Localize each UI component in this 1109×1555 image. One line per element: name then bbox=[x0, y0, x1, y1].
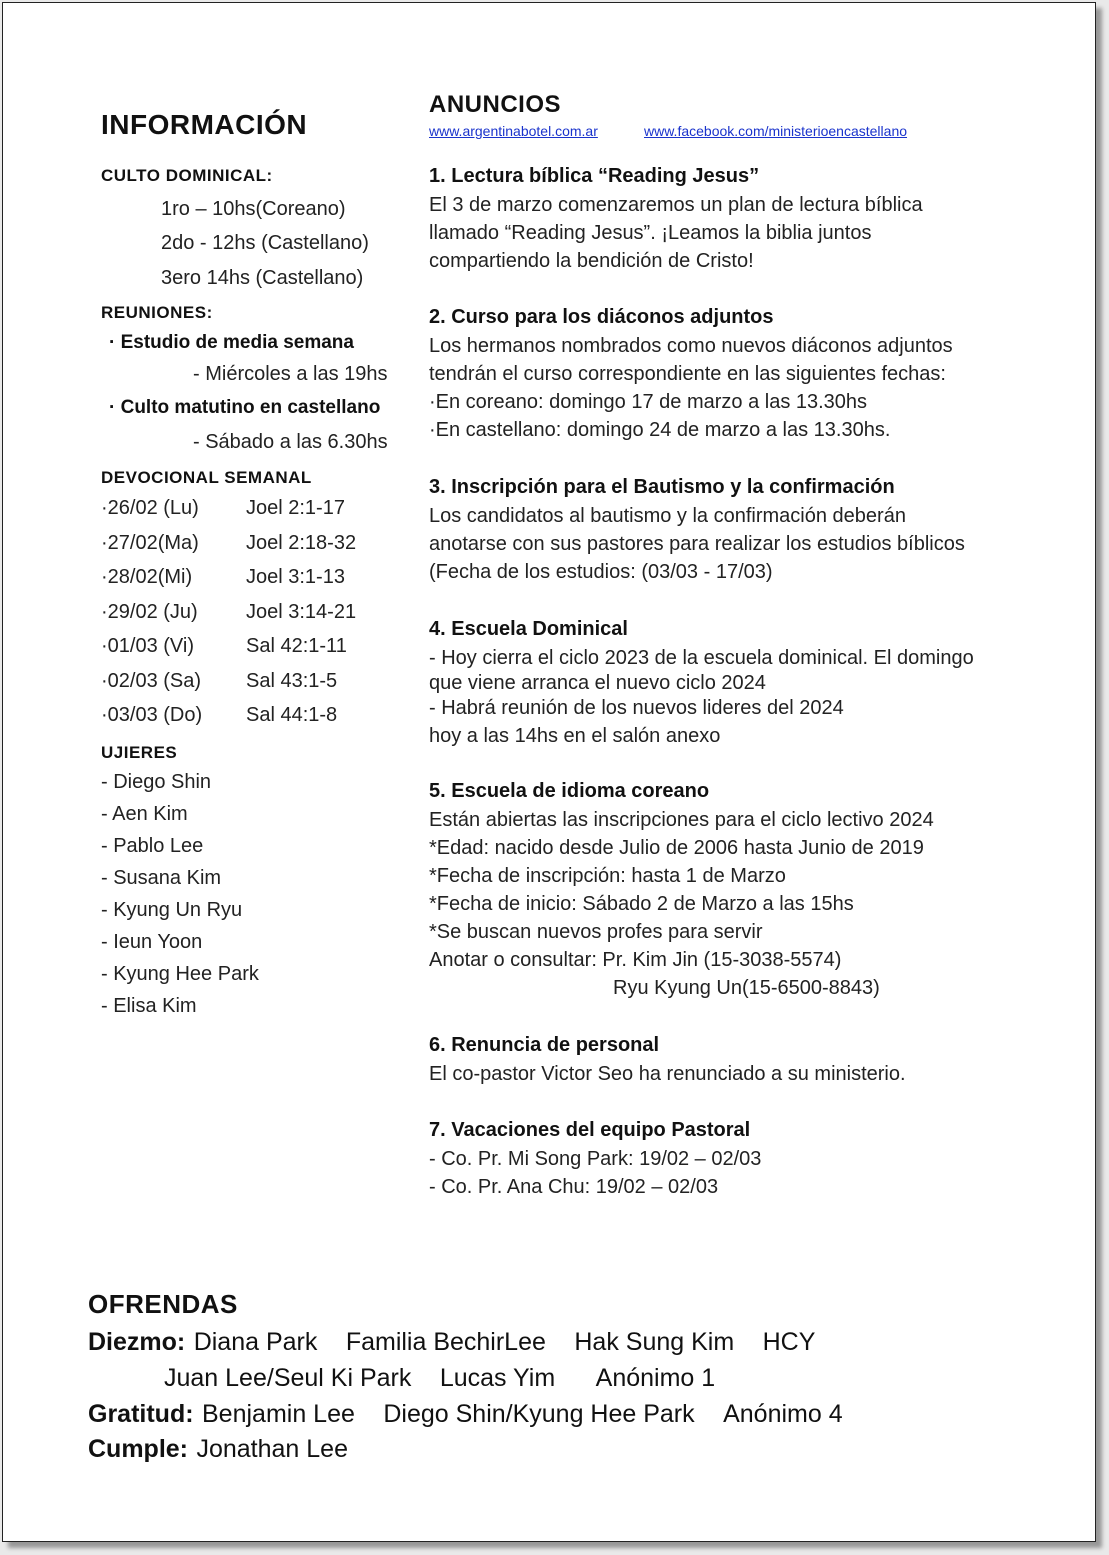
anuncios-title: ANUNCIOS bbox=[429, 91, 562, 118]
devocional-heading: DEVOCIONAL SEMANAL bbox=[101, 468, 312, 487]
culto-line-3: 3ero 14hs (Castellano) bbox=[161, 267, 364, 289]
anuncio-section-7 bbox=[429, 1115, 761, 1201]
diezmo-name: Juan Lee/Seul Ki Park bbox=[164, 1364, 412, 1392]
anuncio-line: - Hoy cierra el ciclo 2023 de la escuela dominical. El domingo bbox=[429, 647, 974, 669]
website-link[interactable]: www.argentinabotel.com.ar bbox=[429, 123, 598, 139]
diezmo-name: Diana Park bbox=[193, 1328, 318, 1356]
ofrendas-gratitud-row bbox=[88, 1400, 843, 1434]
anuncio-line: Ryu Kyung Un(15-6500-8843) bbox=[613, 977, 880, 999]
devocional-date: ·27/02(Ma) bbox=[101, 531, 199, 554]
devocional-ref: Sal 44:1-8 bbox=[246, 704, 338, 726]
cumple-name: Jonathan Lee bbox=[196, 1435, 348, 1463]
ujieres-list bbox=[101, 771, 259, 1027]
anuncio-line: Los candidatos al bautismo y la confirmación deberán bbox=[429, 505, 906, 527]
diezmo-name: Hak Sung Kim bbox=[574, 1328, 735, 1356]
devocional-row bbox=[101, 704, 411, 739]
anuncio-line: anotarse con sus pastores para realizar los estudios bíblicos bbox=[429, 533, 965, 555]
anuncio-line: ·En coreano: domingo 17 de marzo a las 13.30hs bbox=[429, 391, 868, 413]
diezmo-label: Diezmo: bbox=[88, 1328, 186, 1356]
facebook-link[interactable]: www.facebook.com/ministerioencastellano bbox=[644, 123, 908, 139]
devocional-row bbox=[101, 635, 411, 670]
devocional-row bbox=[101, 566, 411, 601]
ujier-name: - Pablo Lee bbox=[101, 835, 204, 857]
devocional-ref: Joel 2:18-32 bbox=[246, 531, 357, 554]
culto-line-2: 2do - 12hs (Castellano) bbox=[161, 232, 369, 254]
anuncio-line: (Fecha de los estudios: (03/03 - 17/03) bbox=[429, 561, 773, 583]
anuncio-title: 5. Escuela de idioma coreano bbox=[429, 780, 710, 802]
devocional-row bbox=[101, 670, 411, 705]
anuncio-line: llamado “Reading Jesus”. ¡Leamos la biblia juntos bbox=[429, 222, 872, 244]
anuncio-section-6 bbox=[429, 1030, 906, 1088]
bulletin-page bbox=[2, 2, 1096, 1542]
devocional-ref: Sal 43:1-5 bbox=[246, 669, 338, 692]
anuncio-line: ·En castellano: domingo 24 de marzo a las 13.30hs. bbox=[429, 419, 891, 441]
devocional-date: ·26/02 (Lu) bbox=[101, 497, 199, 519]
devocional-ref: Joel 2:1-17 bbox=[246, 497, 345, 519]
anuncio-line: que viene arranca el nuevo ciclo 2024 bbox=[429, 672, 766, 694]
ofrendas-title: OFRENDAS bbox=[88, 1289, 238, 1319]
anuncio-line: Anotar o consultar: Pr. Kim Jin (15-3038-5574) bbox=[429, 949, 842, 971]
devocional-ref: Joel 3:1-13 bbox=[246, 566, 345, 588]
devocional-date: ·29/02 (Ju) bbox=[101, 600, 198, 623]
culto-line-1: 1ro – 10hs(Coreano) bbox=[161, 198, 346, 220]
gratitud-name: Anónimo 4 bbox=[723, 1400, 843, 1428]
anuncio-line: *Fecha de inicio: Sábado 2 de Marzo a las 15hs bbox=[429, 893, 854, 915]
anuncio-title: 1. Lectura bíblica “Reading Jesus” bbox=[429, 165, 760, 187]
devocional-row bbox=[101, 601, 411, 636]
reunion-1-when: - Miércoles a las 19hs bbox=[193, 363, 388, 385]
anuncio-line: El co-pastor Victor Seo ha renunciado a su ministerio. bbox=[429, 1063, 906, 1085]
gratitud-label: Gratitud: bbox=[88, 1400, 194, 1428]
ujier-name: - Aen Kim bbox=[101, 803, 188, 825]
ujier-name: - Kyung Hee Park bbox=[101, 963, 259, 985]
diezmo-name: Anónimo 1 bbox=[595, 1364, 716, 1392]
anuncio-section-1 bbox=[429, 161, 923, 275]
devocional-row bbox=[101, 497, 411, 532]
anuncio-line: Los hermanos nombrados como nuevos diáconos adjuntos bbox=[429, 335, 953, 357]
diezmo-name: HCY bbox=[762, 1328, 816, 1356]
ujier-name: - Susana Kim bbox=[101, 867, 222, 889]
reunion-2-name: · Culto matutino en castellano bbox=[109, 397, 381, 418]
anuncio-line: - Co. Pr. Mi Song Park: 19/02 – 02/03 bbox=[429, 1148, 762, 1170]
devocional-ref: Joel 3:14-21 bbox=[246, 600, 357, 623]
devocional-date: ·28/02(Mi) bbox=[101, 566, 193, 588]
anuncio-line: - Habrá reunión de los nuevos lideres del 2024 bbox=[429, 697, 844, 719]
ujier-name: - Kyung Un Ryu bbox=[101, 899, 243, 921]
ofrendas-diezmo-row-1 bbox=[88, 1328, 815, 1362]
anuncio-line: compartiendo la bendición de Cristo! bbox=[429, 250, 754, 272]
ofrendas-cumple-row bbox=[88, 1435, 348, 1469]
devocional-date: ·02/03 (Sa) bbox=[101, 669, 202, 692]
anuncio-title: 7. Vacaciones del equipo Pastoral bbox=[429, 1119, 751, 1141]
anuncio-line: tendrán el curso correspondiente en las siguientes fechas: bbox=[429, 363, 946, 385]
anuncio-title: 2. Curso para los diáconos adjuntos bbox=[429, 306, 774, 328]
ujier-name: - Ieun Yoon bbox=[101, 931, 203, 953]
anuncio-title: 4. Escuela Dominical bbox=[429, 618, 628, 640]
devocional-date: ·03/03 (Do) bbox=[101, 704, 203, 726]
devocional-table bbox=[101, 497, 411, 739]
anuncio-section-3 bbox=[429, 472, 965, 586]
anuncio-line: *Edad: nacido desde Julio de 2006 hasta Junio de 2019 bbox=[429, 837, 924, 859]
info-title: INFORMACIÓN bbox=[101, 109, 308, 140]
diezmo-name: Familia BechirLee bbox=[345, 1328, 546, 1356]
anuncio-line: Están abiertas las inscripciones para el ciclo lectivo 2024 bbox=[429, 809, 934, 831]
anuncio-section-4 bbox=[429, 614, 974, 750]
cumple-label: Cumple: bbox=[88, 1435, 188, 1463]
culto-heading: CULTO DOMINICAL: bbox=[101, 166, 273, 185]
anuncio-line: hoy a las 14hs en el salón anexo bbox=[429, 725, 721, 747]
reunion-1-name: · Estudio de media semana bbox=[109, 332, 354, 353]
devocional-date: ·01/03 (Vi) bbox=[101, 635, 195, 657]
anuncio-line: - Co. Pr. Ana Chu: 19/02 – 02/03 bbox=[429, 1176, 719, 1198]
diezmo-name: Lucas Yim bbox=[439, 1364, 556, 1392]
reunion-2-when: - Sábado a las 6.30hs bbox=[193, 431, 388, 453]
devocional-ref: Sal 42:1-11 bbox=[246, 635, 347, 657]
anuncio-line: El 3 de marzo comenzaremos un plan de lectura bíblica bbox=[429, 194, 923, 216]
anuncio-line: *Fecha de inscripción: hasta 1 de Marzo bbox=[429, 865, 786, 887]
gratitud-name: Benjamin Lee bbox=[202, 1400, 355, 1428]
ujier-name: - Diego Shin bbox=[101, 771, 212, 793]
reuniones-heading: REUNIONES: bbox=[101, 303, 213, 322]
devocional-row bbox=[101, 532, 411, 567]
gratitud-name: Diego Shin/Kyung Hee Park bbox=[383, 1400, 695, 1428]
ujieres-heading: UJIERES bbox=[101, 743, 178, 762]
ujier-name: - Elisa Kim bbox=[101, 995, 197, 1017]
anuncio-title: 6. Renuncia de personal bbox=[429, 1034, 660, 1056]
ofrendas-diezmo-row-2 bbox=[164, 1364, 715, 1398]
anuncio-title: 3. Inscripción para el Bautismo y la confirmación bbox=[429, 476, 895, 498]
anuncio-line: *Se buscan nuevos profes para servir bbox=[429, 921, 763, 943]
anuncio-section-2 bbox=[429, 302, 953, 444]
anuncio-section-5 bbox=[429, 776, 934, 1002]
